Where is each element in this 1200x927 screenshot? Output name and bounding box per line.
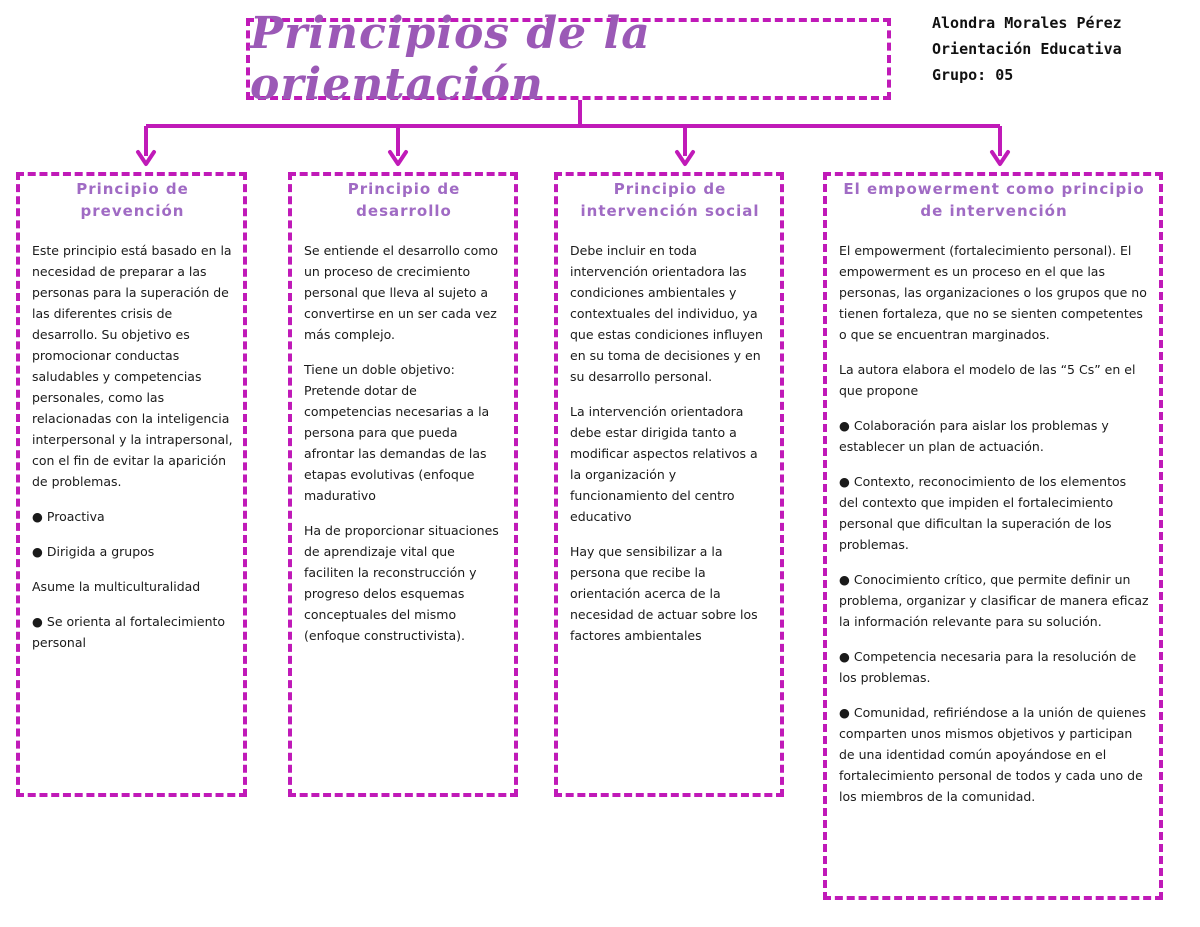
card-paragraph: La intervención orientadora debe estar dirigida tanto a modificar aspectos relativos a la organización y funcionamiento del centro educativo [570, 404, 758, 524]
group-label: Grupo: 05 [932, 66, 1014, 84]
card-social-intervention [554, 172, 784, 797]
card-bullet: ● Comunidad, refiriéndose a la unión de quienes comparten unos mismos objetivos y participan de una identidad común apoyándose en el fortalecimiento personal de todos y cada uno de los miembros de la comunidad. [839, 705, 1146, 804]
title-box [246, 8, 891, 110]
course-name: Orientación Educativa [932, 40, 1122, 58]
card-paragraph: Hay que sensibilizar a la persona que recibe la orientación acerca de la necesidad de actuar sobre los factores ambientales [570, 544, 758, 643]
card-bullet: ● Conocimiento crítico, que permite definir un problema, organizar y clasificar de manera eficaz la información relevante para su solución. [839, 572, 1149, 629]
card-paragraph: La autora elabora el modelo de las “5 Cs” en el que propone [839, 362, 1136, 398]
card-paragraph: Tiene un doble objetivo: Pretende dotar de competencias necesarias a la persona para que pueda afrontar las demandas de las etapas evolutivas (enfoque madurativo [304, 362, 490, 503]
card-heading: El empowerment como principio de intervención [843, 180, 1145, 220]
card-bullet: ● Dirigida a grupos [32, 544, 155, 559]
card-heading: Principio de intervención social [580, 180, 760, 220]
card-heading: Principio de prevención [76, 180, 189, 220]
card-prevention [16, 172, 247, 797]
card-paragraph: Asume la multiculturalidad [32, 579, 201, 594]
card-bullet: ● Contexto, reconocimiento de los elementos del contexto que impiden el fortalecimiento personal que dificultan la superación de los problemas. [839, 474, 1127, 552]
card-development [288, 172, 518, 797]
card-bullet: ● Colaboración para aislar los problemas y establecer un plan de actuación. [839, 418, 1109, 454]
author-block [932, 10, 1122, 88]
card-bullet: ● Proactiva [32, 509, 105, 524]
page-title: Principios de la orientación [250, 8, 651, 110]
card-bullet: ● Competencia necesaria para la resolución de los problemas. [839, 649, 1137, 685]
card-heading: Principio de desarrollo [347, 180, 461, 220]
card-paragraph: El empowerment (fortalecimiento personal). El empowerment es un proceso en el que las personas, las organizaciones o los grupos que no tienen fortaleza, que no se sienten competentes o que se encuentran marginados. [839, 243, 1147, 342]
card-bullet: ● Se orienta al fortalecimiento personal [32, 614, 226, 650]
card-paragraph: Se entiende el desarrollo como un proceso de crecimiento personal que lleva al sujeto a convertirse en un ser cada vez más complejo. [304, 243, 499, 342]
card-paragraph: Debe incluir en toda intervención orientadora las condiciones ambientales y contextuales del individuo, ya que estas condiciones influyen en su toma de decisiones y en su desarrollo personal. [570, 243, 763, 384]
card-paragraph: Ha de proporcionar situaciones de aprendizaje vital que faciliten la reconstrucción y progreso delos esquemas conceptuales del mismo (enfoque constructivista). [304, 523, 499, 643]
card-empowerment [823, 172, 1163, 900]
card-paragraph: Este principio está basado en la necesidad de preparar a las personas para la superación de las diferentes crisis de desarrollo. Su objetivo es promocionar conductas saludables y competencias personales, como las relacionadas con la inteligencia interpersonal y la intrapersonal, con el fin de evitar la aparición de problemas. [32, 243, 233, 489]
author-name: Alondra Morales Pérez [932, 14, 1122, 32]
